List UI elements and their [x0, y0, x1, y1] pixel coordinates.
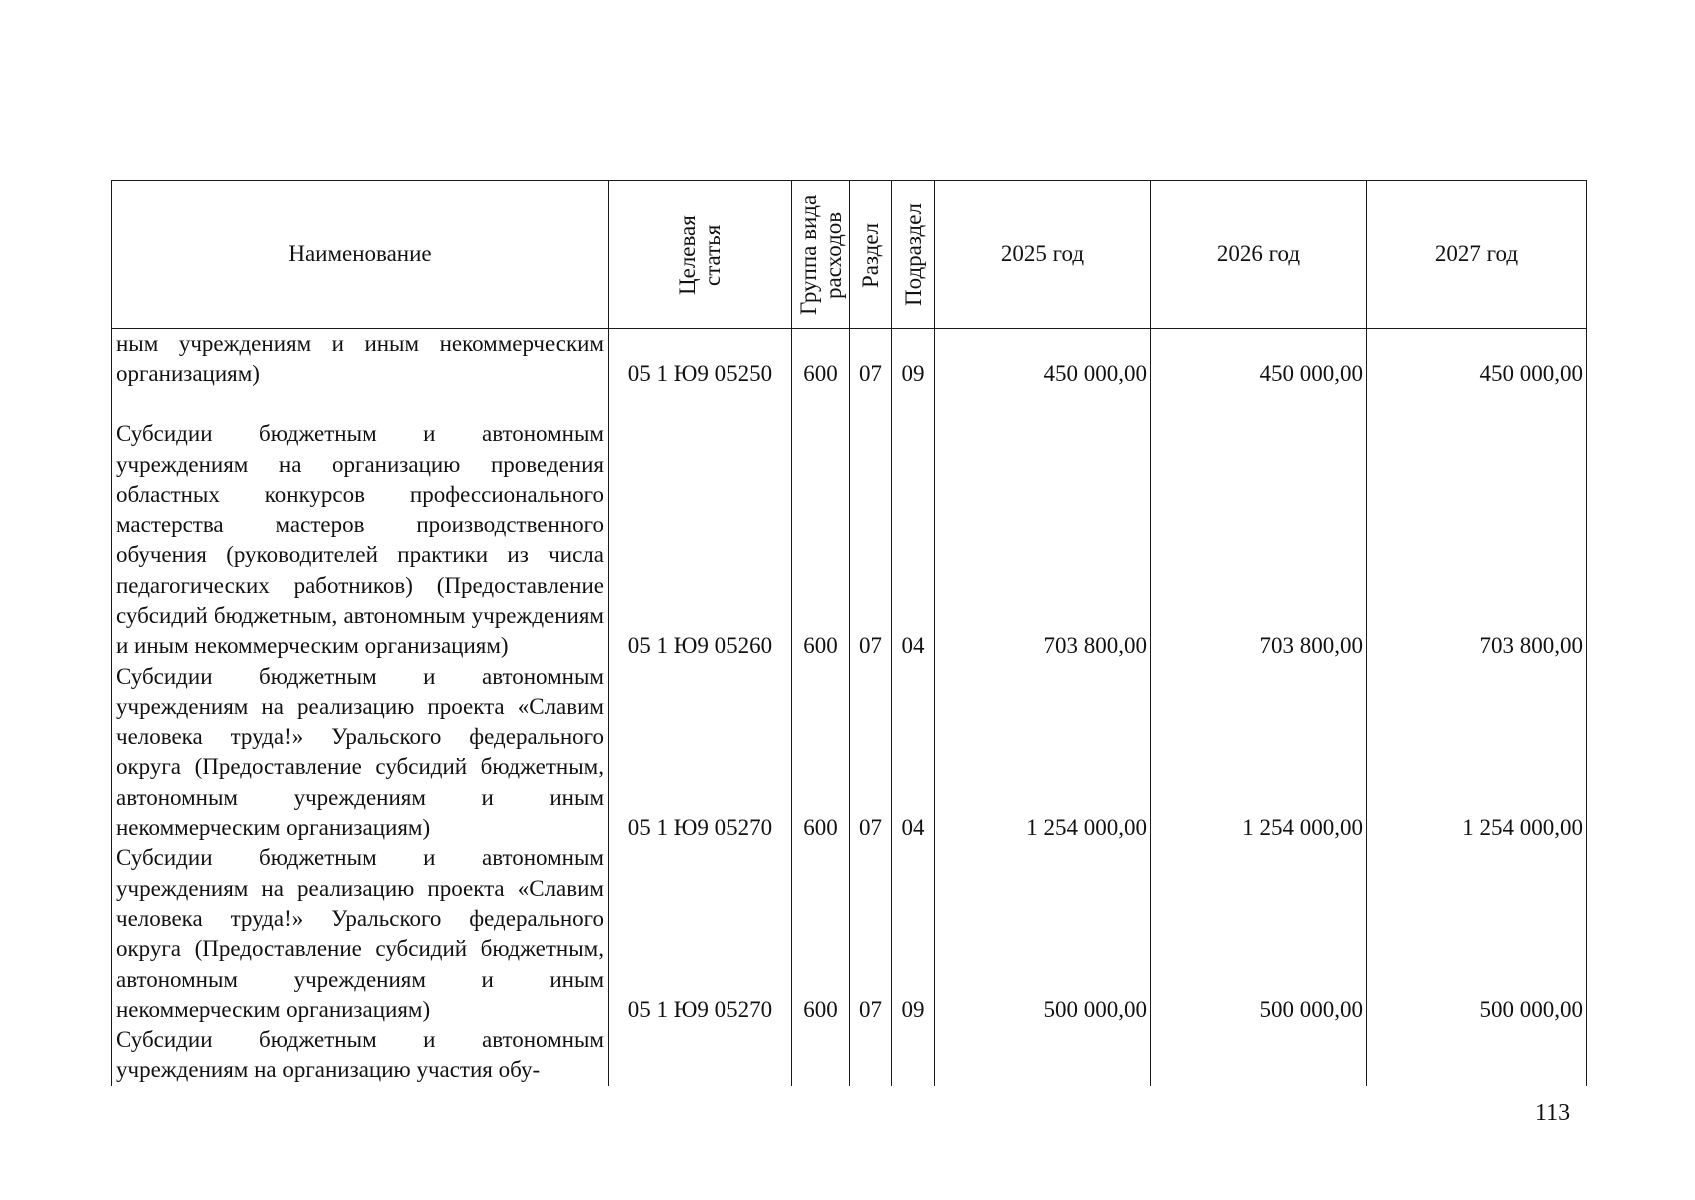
row-target: 05 1 Ю9 05250	[609, 329, 792, 390]
row-2026: 450 000,00	[1151, 329, 1367, 390]
row-group: 600	[792, 390, 850, 662]
row-name: Субсидии бюджетным и автономным учреждениям на реализацию проекта «Славим человека труда!» Уральского федерального округа (Предоставление субсидий бюджетным, автономным учреждениям и иным некоммерческим организациям)	[112, 662, 609, 844]
row-group	[792, 1025, 850, 1086]
row-target	[609, 1025, 792, 1086]
page-number: 113	[1535, 1100, 1571, 1126]
header-2027: 2027 год	[1367, 181, 1587, 329]
row-name: ным учреждениям и иным некоммерческим организациям)	[112, 329, 609, 390]
row-name: Субсидии бюджетным и автономным учреждениям на организацию проведения областных конкурсов профессионального мастерства мастеров производственного обучения (руководителей практики из числа педагогических работников) (Предоставление субсидий бюджетным, автономным учреждениям и иным некоммерческим организациям)	[112, 390, 609, 662]
table-row	[112, 390, 1587, 662]
row-section: 07	[850, 662, 892, 844]
table-header-row	[112, 181, 1587, 329]
header-section: Раздел	[850, 181, 892, 329]
row-group: 600	[792, 843, 850, 1025]
row-target: 05 1 Ю9 05270	[609, 843, 792, 1025]
row-2025: 500 000,00	[935, 843, 1151, 1025]
header-2025: 2025 год	[935, 181, 1151, 329]
budget-table	[111, 180, 1587, 1086]
row-group: 600	[792, 662, 850, 844]
row-subsection: 09	[892, 843, 935, 1025]
row-2027: 450 000,00	[1367, 329, 1587, 390]
row-section: 07	[850, 843, 892, 1025]
table-row	[112, 662, 1587, 844]
row-2025	[935, 1025, 1151, 1086]
row-name: Субсидии бюджетным и автономным учреждениям на организацию участия обу-	[112, 1025, 609, 1086]
row-2026: 703 800,00	[1151, 390, 1367, 662]
row-2025: 703 800,00	[935, 390, 1151, 662]
header-target: Целевая статья	[609, 181, 792, 329]
row-2027: 703 800,00	[1367, 390, 1587, 662]
table-row	[112, 843, 1587, 1025]
header-2026: 2026 год	[1151, 181, 1367, 329]
row-subsection	[892, 1025, 935, 1086]
row-2026: 1 254 000,00	[1151, 662, 1367, 844]
row-subsection: 04	[892, 390, 935, 662]
row-subsection: 09	[892, 329, 935, 390]
row-group: 600	[792, 329, 850, 390]
row-2026: 500 000,00	[1151, 843, 1367, 1025]
row-target: 05 1 Ю9 05270	[609, 662, 792, 844]
header-name: Наименование	[112, 181, 609, 329]
row-section: 07	[850, 329, 892, 390]
row-2025: 450 000,00	[935, 329, 1151, 390]
row-2027: 500 000,00	[1367, 843, 1587, 1025]
table-row	[112, 1025, 1587, 1086]
row-subsection: 04	[892, 662, 935, 844]
row-name: Субсидии бюджетным и автономным учреждениям на реализацию проекта «Славим человека труда!» Уральского федерального округа (Предоставление субсидий бюджетным, автономным учреждениям и иным некоммерческим организациям)	[112, 843, 609, 1025]
row-2025: 1 254 000,00	[935, 662, 1151, 844]
header-subsection: Подраздел	[892, 181, 935, 329]
table-row	[112, 329, 1587, 390]
row-2027: 1 254 000,00	[1367, 662, 1587, 844]
row-2026	[1151, 1025, 1367, 1086]
row-2027	[1367, 1025, 1587, 1086]
row-section	[850, 1025, 892, 1086]
row-section: 07	[850, 390, 892, 662]
row-target: 05 1 Ю9 05260	[609, 390, 792, 662]
header-group: Группа вида расходов	[792, 181, 850, 329]
